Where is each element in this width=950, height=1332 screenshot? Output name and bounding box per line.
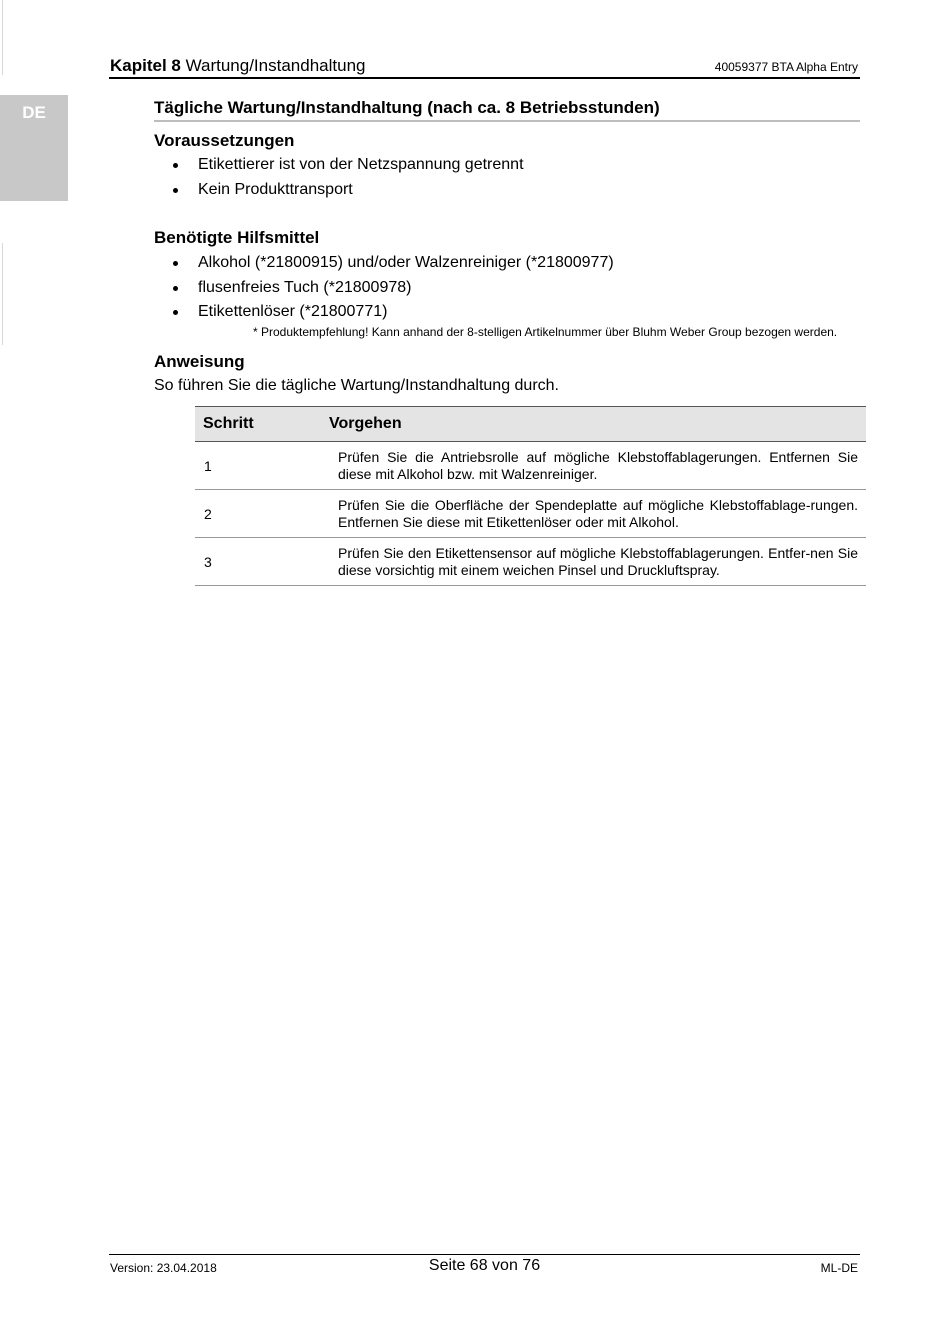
instruction-intro: So führen Sie die tägliche Wartung/Instandhaltung durch.: [154, 377, 559, 394]
page-footer: [109, 1254, 860, 1279]
steps-table: [195, 406, 866, 586]
chapter-number: Kapitel 8: [110, 56, 181, 75]
step-number: 1: [195, 442, 329, 490]
list-item: flusenfreies Tuch (*21800978): [154, 277, 614, 302]
page-edge-line: [2, 0, 3, 75]
prerequisites-heading: Voraussetzungen: [154, 131, 295, 150]
column-header-action: Vorgehen: [329, 407, 866, 442]
step-action: Prüfen Sie die Antriebsrolle auf mögliche Klebstoffablagerungen. Entfernen Sie diese mit Alkohol bzw. mit Walzenreiniger.: [329, 442, 866, 490]
tools-list: [154, 252, 614, 326]
step-action: Prüfen Sie den Etikettensensor auf mögliche Klebstoffablagerungen. Entfer-nen Sie diese vorsichtig mit einem weichen Pinsel und Druckluftspray.: [329, 538, 866, 586]
prerequisites-list: [154, 154, 524, 203]
table-row: [195, 538, 866, 586]
list-item: Kein Produkttransport: [154, 179, 524, 204]
list-item: Alkohol (*21800915) und/oder Walzenreiniger (*21800977): [154, 252, 614, 277]
language-tab-label: DE: [22, 103, 46, 122]
language-tab: [0, 95, 68, 201]
page-header: [109, 56, 860, 79]
chapter-title: [110, 56, 365, 76]
footnote: * Produktempfehlung! Kann anhand der 8-stelligen Artikelnummer über Bluhm Weber Group bezogen werden.: [253, 325, 838, 339]
step-number: 2: [195, 490, 329, 538]
column-header-step: Schritt: [195, 407, 329, 442]
version-label: Version: 23.04.2018: [110, 1261, 217, 1275]
language-code: ML-DE: [820, 1261, 858, 1275]
chapter-name: Wartung/Instandhaltung: [185, 56, 366, 75]
step-number: 3: [195, 538, 329, 586]
section-title: Tägliche Wartung/Instandhaltung (nach ca. 8 Betriebsstunden): [154, 98, 860, 122]
list-item: Etikettierer ist von der Netzspannung getrennt: [154, 154, 524, 179]
table-row: [195, 490, 866, 538]
step-action: Prüfen Sie die Oberfläche der Spendeplatte auf mögliche Klebstoffablage-rungen. Entfernen Sie diese mit Etikettenlöser oder mit Alkohol.: [329, 490, 866, 538]
instruction-heading: Anweisung: [154, 352, 245, 371]
list-item: Etikettenlöser (*21800771): [154, 301, 614, 326]
page-edge-line: [2, 243, 3, 345]
table-row: [195, 442, 866, 490]
tools-heading: Benötigte Hilfsmittel: [154, 228, 320, 247]
page-number: Seite 68 von 76: [428, 1257, 541, 1274]
table-header-row: [195, 407, 866, 442]
document-id: 40059377 BTA Alpha Entry: [714, 60, 858, 74]
